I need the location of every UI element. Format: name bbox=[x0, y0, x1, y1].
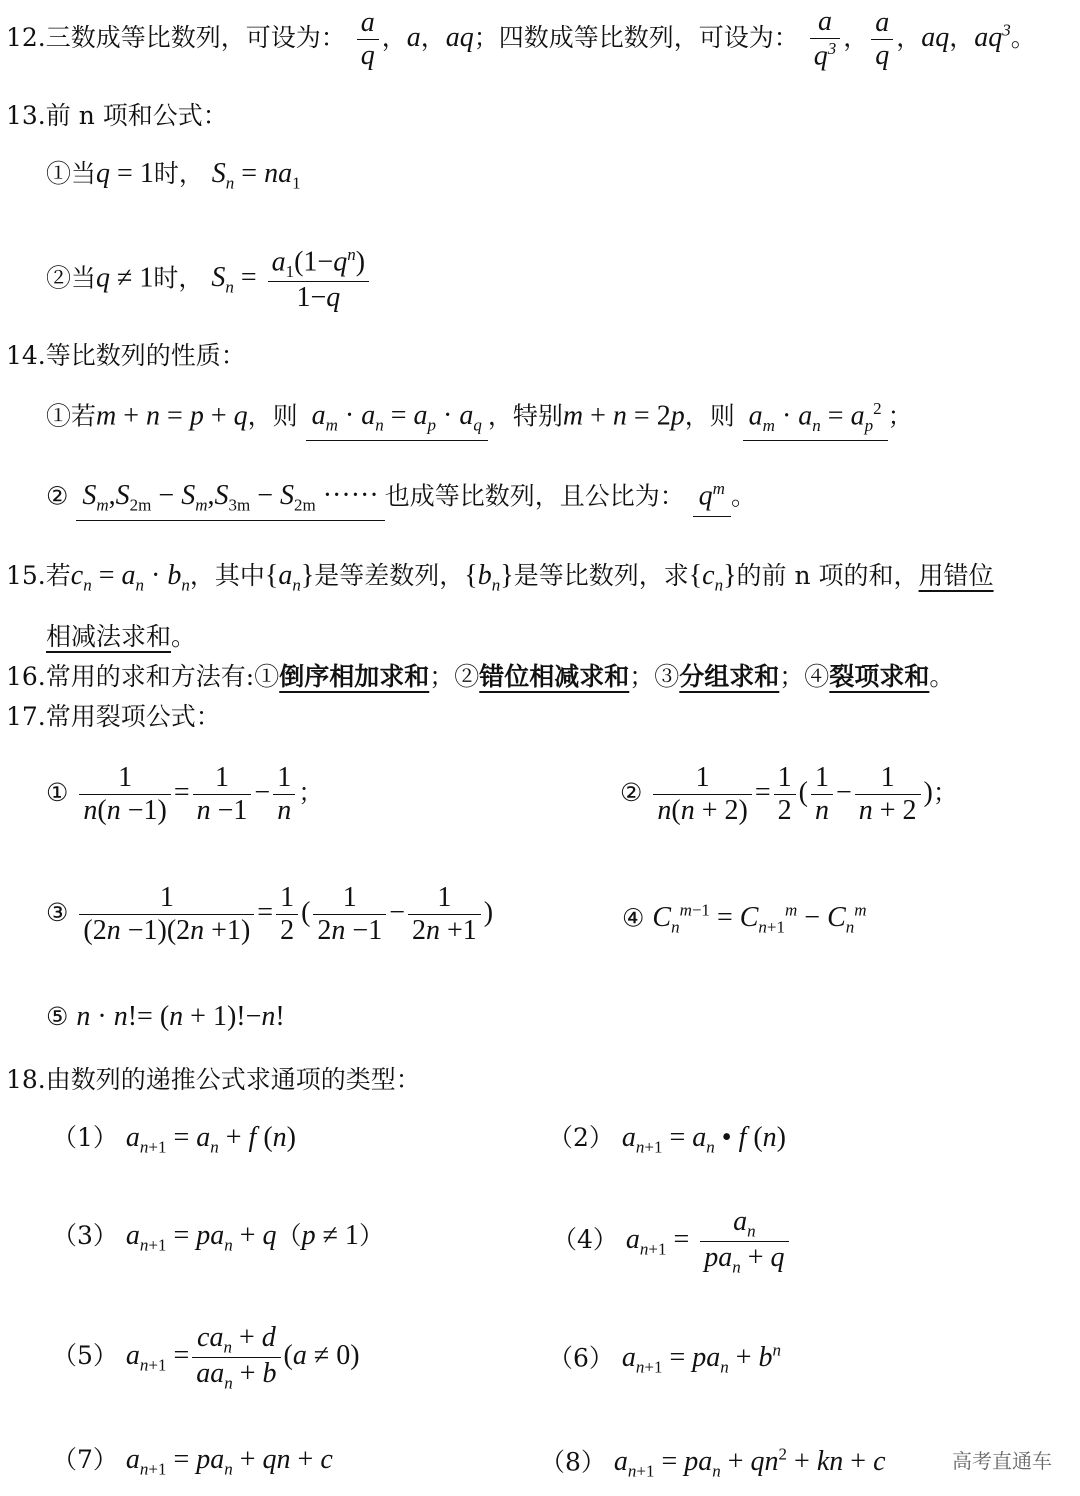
formula-a: a bbox=[406, 21, 421, 53]
method-4: 裂项求和 bbox=[829, 662, 930, 691]
frac-1-over-n-n-2: $\frac{1}{n(n + 2)}$ bbox=[653, 762, 751, 827]
property-2-text: 也成等比数列，且公比为： bbox=[384, 481, 685, 511]
type-4-index: （4） bbox=[552, 1225, 618, 1255]
property-1-label: ①若 bbox=[46, 401, 97, 431]
formula-type-4-lhs: $a_{n+1}$ = bbox=[625, 1224, 690, 1259]
formula-type-5-frac: $\frac{ca_n + d}{aa_n + b}$ bbox=[192, 1322, 280, 1393]
item-18-text: 由数列的递推公式求通项的类型： bbox=[45, 1065, 421, 1094]
type-7-index: （7） bbox=[52, 1445, 118, 1474]
formula-set-cn: $\{c_n\}$ bbox=[688, 560, 737, 595]
case-1-label: ①当 bbox=[46, 159, 97, 188]
recurrence-type-8 bbox=[540, 1446, 886, 1480]
item-17-title bbox=[6, 704, 221, 729]
item-16 bbox=[6, 664, 954, 689]
frac-1-over-n-n-1: $\frac{1}{n(n -1)}$ bbox=[79, 762, 170, 827]
watermark-text: 高考直通车 bbox=[952, 1449, 1052, 1473]
method-2: 错位相减求和 bbox=[479, 662, 630, 691]
frac-1-over-n-plus-2: $\frac{1}{n + 2}$ bbox=[855, 762, 921, 827]
formula-type-3: $a_{n+1} = pa_n + q$ bbox=[125, 1220, 277, 1255]
property-1-then: ，则 bbox=[247, 401, 298, 431]
frac-1-over-2n-minus-1: $\frac{1}{2n -1}$ bbox=[313, 882, 386, 947]
property-1-special: ，特别 bbox=[487, 401, 563, 431]
type-1-index: （1） bbox=[52, 1123, 118, 1152]
frac-1-over-2n-1-2n-1: $\frac{1}{(2n -1)(2n +1)}$ bbox=[79, 882, 254, 947]
method-4-index: ；④ bbox=[779, 662, 830, 691]
item-15-line-1 bbox=[6, 562, 994, 594]
item-15-geo: 是等比数列，求 bbox=[513, 561, 689, 590]
frac-1-over-n-2: $\frac{1}{n}$ bbox=[811, 762, 833, 827]
split-3-index: ③ bbox=[46, 898, 69, 928]
property-1-then-2: ，则 bbox=[684, 401, 735, 431]
item-13-case-2 bbox=[46, 245, 372, 315]
formula-q-neq-1: q ≠ 1 bbox=[96, 262, 154, 294]
formula-m-plus-n-2p: m + n = 2p bbox=[562, 400, 685, 432]
formula-type-5-lhs: $a_{n+1}$ = bbox=[125, 1340, 190, 1375]
formula-set-bn: $\{b_n\}$ bbox=[464, 560, 514, 595]
item-16-number: 16. bbox=[6, 662, 46, 691]
formula-type-6: $a_{n+1} = pa_n + b^n$ bbox=[621, 1341, 782, 1377]
formula-aq3: $aq^3$ bbox=[974, 20, 1011, 53]
item-13-case-1 bbox=[46, 160, 301, 192]
split-4-index: ④ bbox=[622, 903, 645, 933]
method-1: 倒序相加求和 bbox=[279, 662, 430, 691]
answer-product-equality: $a_m \cdot a_n = a_p \cdot a_q$ bbox=[306, 402, 488, 441]
item-15-number: 15. bbox=[6, 561, 46, 590]
item-14-number: 14. bbox=[6, 341, 46, 370]
formula-set-an: $\{a_n\}$ bbox=[264, 560, 315, 595]
split-formula-5 bbox=[46, 1003, 285, 1031]
item-18-title bbox=[6, 1067, 421, 1092]
item-15-arith: 是等差数列， bbox=[314, 561, 465, 590]
type-8-index: （8） bbox=[540, 1447, 606, 1477]
frac-half-2: $\frac{1}{2}$ bbox=[276, 882, 298, 947]
item-14-property-2 bbox=[46, 480, 756, 521]
item-15-end: 。 bbox=[171, 622, 197, 651]
item-13-number: 13. bbox=[6, 101, 46, 130]
answer-partial-sums: $S_m,S_{2m} - S_m,S_{3m} - S_{2m}$ ······ bbox=[76, 482, 384, 521]
formula-sn-eq-na1: $S_n = na_1$ bbox=[211, 158, 301, 193]
item-17-number: 17. bbox=[6, 702, 46, 731]
split-formula-3: ③ $\frac{1}{(2n -1)(2n +1)}$ = $\frac{1}{2}$ ( $\frac{1}{2n -1}$ − $\frac{1}{2n +1}$ ) bbox=[46, 882, 494, 947]
split-formula-2: ② $\frac{1}{n(n + 2)}$ = $\frac{1}{2}$ ( $\frac{1}{n}$ − $\frac{1}{n + 2}$ )； bbox=[620, 762, 958, 827]
frac-1-over-n: $\frac{1}{n}$ bbox=[273, 762, 295, 827]
type-2-index: （2） bbox=[548, 1123, 614, 1152]
formula-aq-2: aq bbox=[921, 21, 950, 53]
formula-type-2: $a_{n+1} = a_n$ • f (n) bbox=[621, 1122, 786, 1157]
recurrence-type-3: （3） $a_{n+1} = pa_n + q(p \ne 1)$ bbox=[52, 1220, 384, 1255]
recurrence-type-6 bbox=[548, 1342, 781, 1376]
formula-type-1: $a_{n+1} = a_n + f$ (n) bbox=[125, 1122, 296, 1157]
recurrence-type-7 bbox=[52, 1446, 333, 1478]
answer-method-part-2: 相减法求和 bbox=[46, 622, 172, 651]
method-3: 分组求和 bbox=[679, 662, 780, 691]
property-2-label: ② bbox=[46, 481, 69, 511]
formula-type-4-frac: $\frac{a_n}{pa_n + q}$ bbox=[700, 1206, 788, 1277]
formula-cn-eq: $c_n = a_n \cdot b_n$ bbox=[70, 560, 190, 595]
formula-type-7: $a_{n+1} = pa_n$ + qn + c bbox=[125, 1444, 333, 1479]
case-1-when: 时， bbox=[153, 159, 204, 188]
answer-method-part-1: 用错位 bbox=[918, 561, 994, 590]
item-14-property-1: ①若m + n = p + q，则 $a_m \cdot a_n = a_p \cdot a_q$ ，特别m + n = 2p，则 $a_m \cdot a_n = a_p^2$ ； bbox=[46, 400, 913, 441]
formula-type-8: $a_{n+1} = pa_n + qn^2$ + kn + c bbox=[613, 1445, 886, 1481]
split-formula-4 bbox=[622, 902, 867, 936]
item-12: 12.三数成等比数列，可设为： $\frac{a}{q}$ ，a，aq；四数成等比数列，可设为： $\frac{a}{q^3}$ ， $\frac{a}{q}$ ，aq，$aq^3$。 bbox=[6, 6, 1036, 72]
recurrence-type-2 bbox=[548, 1124, 786, 1156]
split-1-index: ① bbox=[46, 778, 69, 808]
item-14-text: 等比数列的性质： bbox=[45, 341, 246, 370]
method-3-index: ；③ bbox=[629, 662, 680, 691]
recurrence-type-1 bbox=[52, 1124, 296, 1156]
item-15-where: ，其中 bbox=[189, 561, 265, 590]
item-15-if: 若 bbox=[45, 561, 71, 590]
formula-a-over-q-2: $\frac{a}{q}$ bbox=[871, 7, 893, 72]
formula-aq: aq bbox=[445, 21, 474, 53]
item-18-number: 18. bbox=[6, 1065, 46, 1094]
item-12-number: 12. bbox=[6, 22, 46, 52]
item-14-title bbox=[6, 343, 246, 368]
recurrence-type-5 bbox=[52, 1322, 360, 1393]
split-formula-1: ① $\frac{1}{n(n -1)}$ = $\frac{1}{n -1}$ − $\frac{1}{n}$ ； bbox=[46, 762, 324, 827]
frac-half: $\frac{1}{2}$ bbox=[774, 762, 796, 827]
formula-m-plus-n: m + n = p + q bbox=[96, 400, 248, 432]
method-1-index: ① bbox=[254, 662, 280, 691]
item-12-text-three: 三数成等比数列，可设为： bbox=[45, 22, 346, 52]
split-2-index: ② bbox=[620, 778, 643, 808]
formula-p-neq-1: p ≠ 1 bbox=[301, 1220, 359, 1251]
type-3-index: （3） bbox=[52, 1221, 118, 1250]
formula-combination: $C_n^{m-1} = C_{n+1}^m - C_n^m$ bbox=[652, 901, 867, 937]
case-2-when: 时， bbox=[153, 263, 204, 293]
item-15-line-2 bbox=[46, 624, 196, 649]
formula-factorial: n · n!= (n + 1)!−n! bbox=[76, 1001, 285, 1032]
property-2-end: 。 bbox=[730, 481, 756, 511]
case-2-label: ②当 bbox=[46, 263, 97, 293]
method-2-index: ；② bbox=[429, 662, 480, 691]
item-15-sum: 的前 n 项的和， bbox=[736, 561, 919, 590]
item-13-title bbox=[6, 103, 228, 128]
item-16-end: 。 bbox=[929, 662, 955, 691]
answer-square: $a_m \cdot a_n = a_p^2$ bbox=[743, 400, 888, 441]
formula-a-neq-0: (a ≠ 0) bbox=[283, 1340, 360, 1372]
answer-ratio-qm: $q^m$ bbox=[693, 480, 731, 517]
formula-a-over-q: $\frac{a}{q}$ bbox=[357, 7, 379, 72]
type-5-index: （5） bbox=[52, 1341, 118, 1371]
recurrence-type-4 bbox=[552, 1206, 792, 1277]
item-17-text: 常用裂项公式： bbox=[45, 702, 221, 731]
frac-1-over-2n-plus-1: $\frac{1}{2n +1}$ bbox=[408, 882, 481, 947]
item-13-text: 前 n 项和公式： bbox=[45, 101, 228, 130]
item-12-text-four: 四数成等比数列，可设为： bbox=[498, 22, 799, 52]
formula-sn-sum: $S_n$ = bbox=[211, 262, 257, 297]
frac-1-over-n-minus-1: $\frac{1}{n -1}$ bbox=[193, 762, 252, 827]
item-16-text: 常用的求和方法有: bbox=[45, 662, 255, 691]
formula-q-eq-1: q = 1 bbox=[96, 158, 154, 189]
formula-a-over-q3: $\frac{a}{q^3}$ bbox=[810, 6, 841, 73]
type-6-index: （6） bbox=[548, 1343, 614, 1373]
formula-sn-fraction: $\frac{a_1(1-q^n)}{1-q}$ bbox=[268, 245, 369, 315]
split-5-index: ⑤ bbox=[46, 1002, 69, 1031]
